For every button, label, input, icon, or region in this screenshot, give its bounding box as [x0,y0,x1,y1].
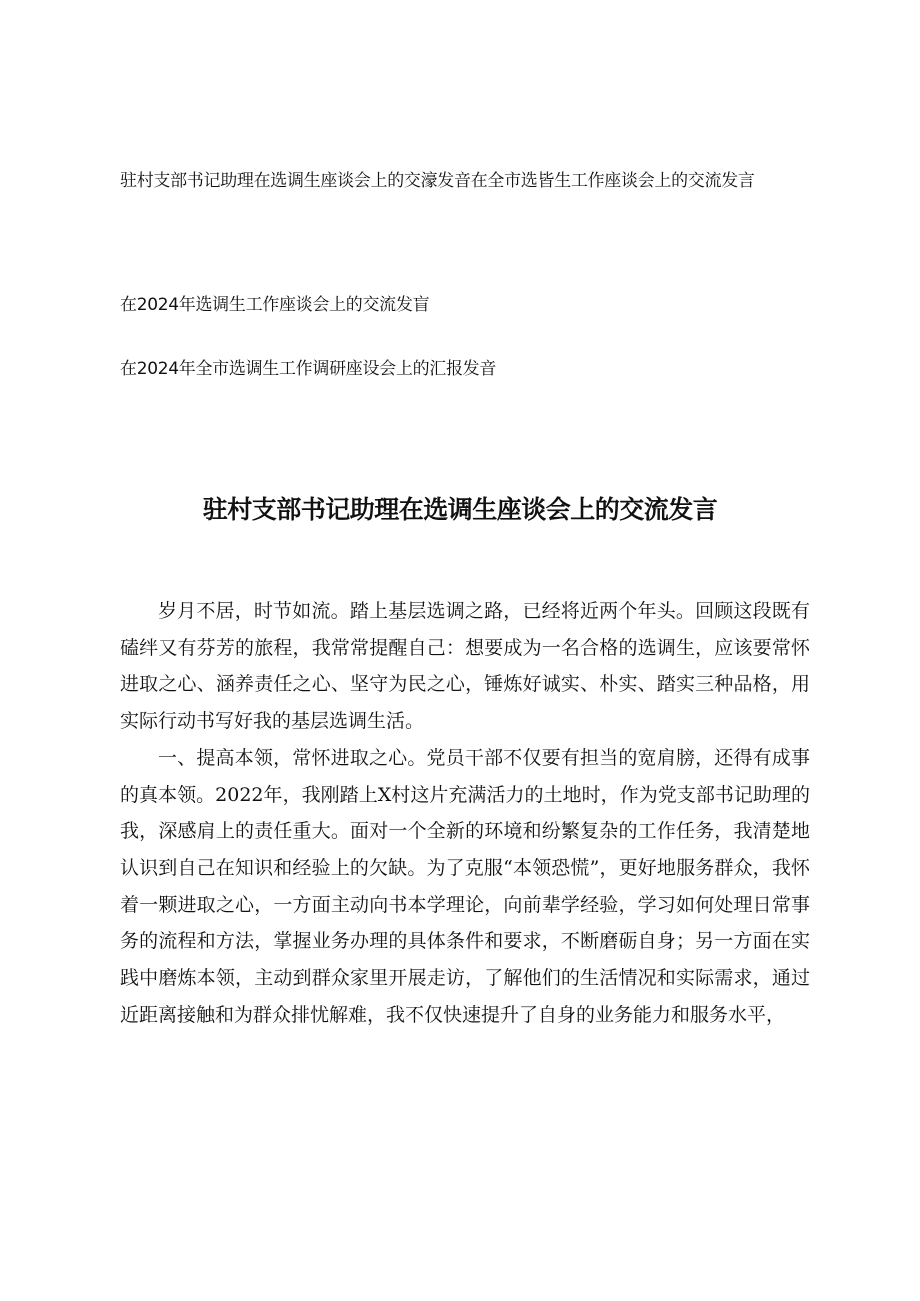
toc-item-2: 在2024年选调生工作座谈会上的交流发盲 [120,295,430,315]
toc-item-1: 驻村支部书记助理在选调生座谈会上的交濠发音在全市选皆生工作座谈会上的交流发言 [120,171,755,191]
paragraph-section-1: 一、提高本领，常怀进取之心。党员干部不仅要有担当的宽肩膀，还得有成事的真本领。2022年，我刚踏上X村这片充满活力的土地时，作为党支部书记助理的我，深感肩上的责任重大。面对一个全新的环境和纷繁复杂的工作任务，我清楚地认识到自己在知识和经验上的欠缺。为了克服“本领恐慌”，更好地服务群众，我怀着一颗进取之心，一方面主动向书本学理论，向前辈学经验，学习如何处理日常事务的流程和方法，掌握业务办理的具体条件和要求，不断磨砺自身；另一方面在实践中磨炼本领，主动到群众家里开展走访，了解他们的生活情况和实际需求，通过近距离接触和为群众排忧解难，我不仅快速提升了自身的业务能力和服务水平， [120,746,810,1026]
paragraph-intro: 岁月不居，时节如流。踏上基层选调之路，已经将近两个年头。回顾这段既有磕绊又有芬芳的旅程，我常常提醒自己：想要成为一名合格的选调生，应该要常怀进取之心、涵养责任之心、坚守为民之心，锤炼好诚实、朴实、踏实三种品格，用实际行动书写好我的基层选调生活。 [120,600,810,733]
article-body [120,593,810,1033]
toc-item-3: 在2024年全市选调生工作调研座设会上的汇报发音 [120,359,497,379]
article-title: 驻村支部书记助理在选调生座谈会上的交流发言 [202,495,718,524]
